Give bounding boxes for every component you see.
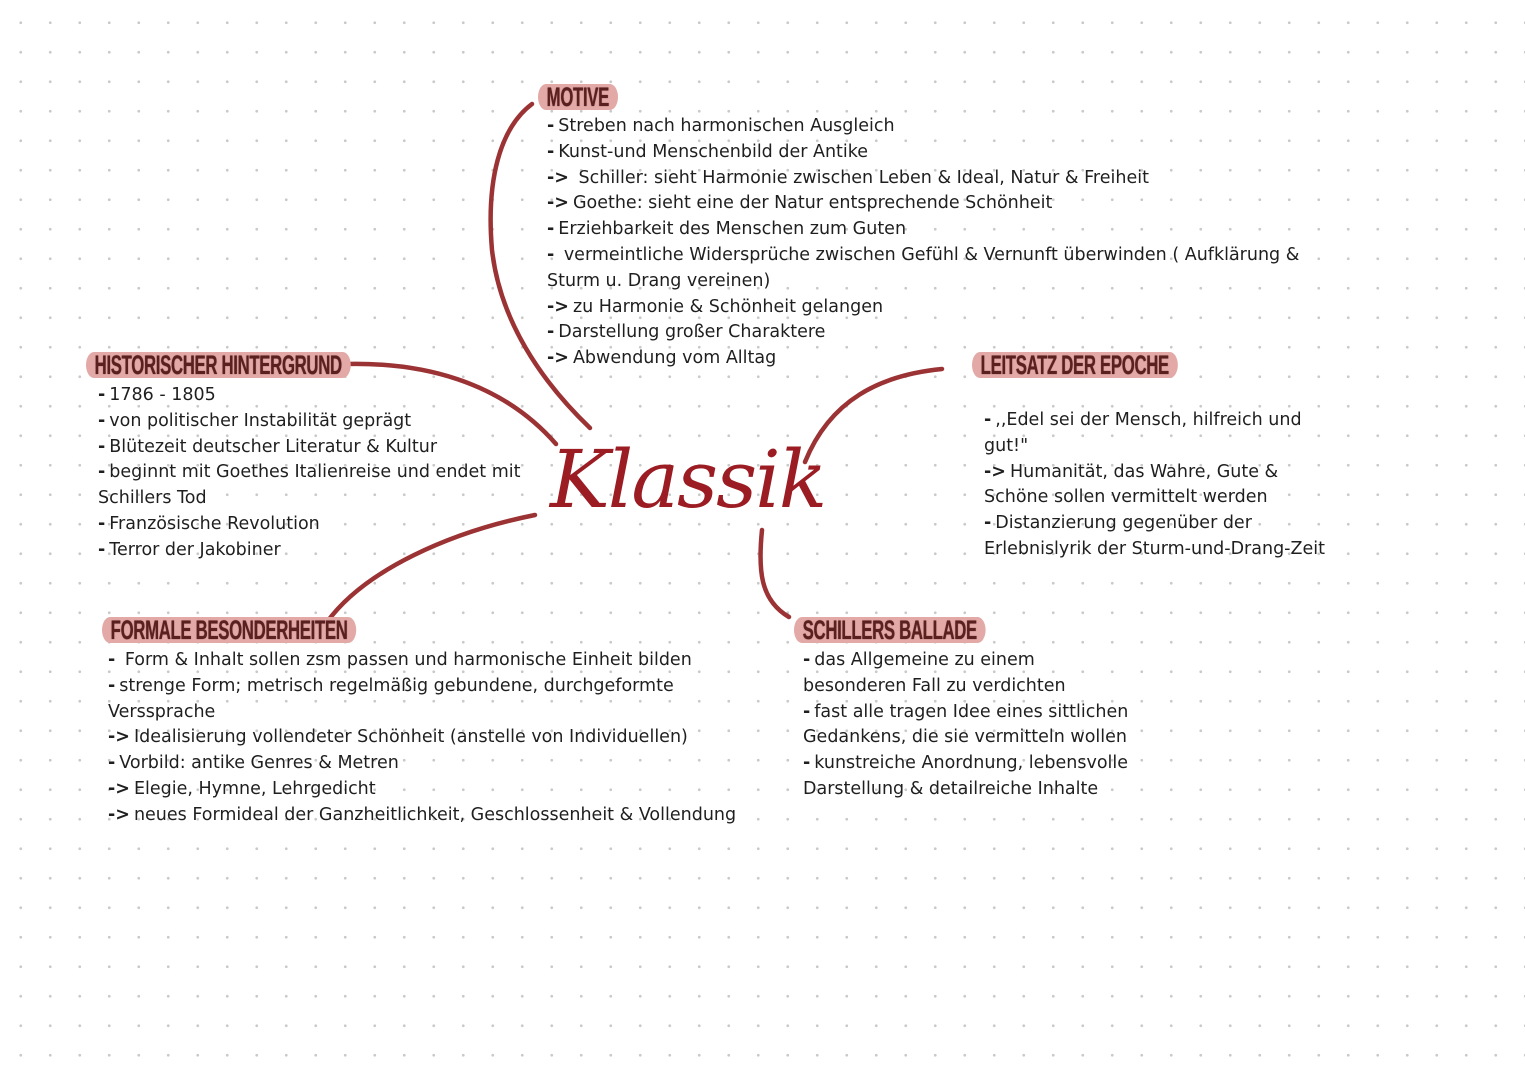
list-item-text: von politischer Instabilität geprägt	[109, 410, 412, 431]
list-item-text: Schillers Tod	[98, 488, 207, 509]
list-item	[98, 409, 520, 435]
bullet-marker: -	[984, 410, 992, 430]
list-item-text: Schöne sollen vermittelt werden	[984, 487, 1268, 508]
list-item	[547, 217, 1299, 243]
list-item-text: Abwendung vom Alltag	[572, 348, 777, 369]
bullet-marker: -	[547, 116, 555, 136]
list-item	[803, 674, 1128, 700]
list-item-text: fast alle tragen Idee eines sittlichen	[814, 701, 1129, 722]
list-item-text: Darstellung großer Charaktere	[558, 322, 826, 343]
list-item-text: Erziehbarkeit des Menschen zum Guten	[558, 219, 907, 240]
bullet-marker: -	[547, 244, 555, 265]
bullet-marker: -	[803, 701, 811, 722]
list-item	[108, 648, 736, 674]
list-item-text: Erlebnislyrik der Sturm-und-Drang-Zeit	[984, 538, 1325, 559]
list-item	[547, 320, 1299, 346]
bullet-marker: -	[108, 675, 116, 696]
arrow-marker: ->	[547, 193, 569, 214]
list-item-text: Kunst-und Menschenbild der Antike	[558, 141, 869, 162]
bullet-marker: -	[547, 141, 555, 162]
list-item	[108, 700, 736, 726]
list-item	[803, 777, 1128, 803]
list-item	[108, 725, 736, 751]
list-item	[984, 537, 1325, 563]
list-item	[98, 383, 520, 409]
motive-list	[547, 114, 1299, 372]
list-item-text: 1786 - 1805	[109, 385, 216, 405]
bullet-marker: -	[98, 410, 106, 431]
list-item	[984, 460, 1325, 486]
formale-list	[108, 648, 736, 829]
heading-motive: MOTIVE	[538, 84, 618, 110]
list-item-text: Idealisierung vollendeter Schönheit (anstelle von Individuellen)	[133, 727, 688, 748]
list-item	[98, 486, 520, 512]
list-item	[108, 751, 736, 777]
list-item	[547, 243, 1299, 269]
list-item	[547, 114, 1299, 140]
list-item	[547, 140, 1299, 166]
branch-leitsatz	[805, 369, 942, 462]
list-item	[108, 777, 736, 803]
bullet-marker: -	[803, 650, 811, 670]
list-item-text: das Allgemeine zu einem	[814, 650, 1035, 670]
list-item	[984, 408, 1325, 434]
list-item	[98, 435, 520, 461]
list-item-text: Sturm u. Drang vereinen)	[547, 270, 771, 291]
bullet-marker: -	[547, 322, 555, 343]
list-item-text: neues Formideal der Ganzheitlichkeit, Geschlossenheit & Vollendung	[133, 804, 737, 825]
list-item-text: Distanzierung gegenüber der	[995, 513, 1252, 534]
list-item-text: Französische Revolution	[109, 513, 320, 534]
list-item-text: gut!"	[984, 435, 1029, 456]
list-item	[803, 725, 1128, 751]
list-item	[98, 512, 520, 538]
list-item-text: Gedankens, die sie vermitteln wollen	[803, 727, 1127, 748]
ballade-list	[803, 648, 1128, 803]
list-item-text: zu Harmonie & Schönheit gelangen	[572, 296, 884, 317]
list-item	[108, 674, 736, 700]
list-item	[984, 511, 1325, 537]
list-item-text: Darstellung & detailreiche Inhalte	[803, 778, 1099, 799]
arrow-marker: ->	[547, 348, 569, 369]
bullet-marker: -	[98, 385, 106, 405]
list-item-text: Verssprache	[108, 701, 216, 722]
bullet-marker: -	[98, 539, 106, 560]
bullet-marker: -	[108, 650, 116, 670]
list-item-text: Streben nach harmonischen Ausgleich	[558, 116, 895, 136]
list-item-text: vermeintliche Widersprüche zwischen Gefühl & Vernunft überwinden ( Aufklärung &	[558, 244, 1300, 265]
list-item	[547, 166, 1299, 192]
leitsatz-list	[984, 408, 1325, 563]
branch-ballade	[760, 530, 789, 617]
list-item-text: Elegie, Hymne, Lehrgedicht	[133, 778, 376, 799]
list-item-text: Form & Inhalt sollen zsm passen und harmonische Einheit bilden	[119, 650, 692, 670]
list-item-text: Blütezeit deutscher Literatur & Kultur	[109, 436, 438, 457]
list-item	[803, 751, 1128, 777]
list-item	[108, 803, 736, 829]
list-item	[803, 648, 1128, 674]
heading-historisch: HISTORISCHER HINTERGRUND	[86, 352, 350, 378]
arrow-marker: ->	[108, 727, 130, 748]
bullet-marker: -	[98, 436, 106, 457]
list-item	[547, 346, 1299, 372]
bullet-marker: -	[803, 753, 811, 774]
list-item-text: ,,Edel sei der Mensch, hilfreich und	[995, 410, 1302, 430]
list-item	[803, 700, 1128, 726]
historisch-list	[98, 383, 520, 564]
bullet-marker: -	[547, 219, 555, 240]
list-item-text: Schiller: sieht Harmonie zwischen Leben & Ideal, Natur & Freiheit	[572, 167, 1149, 188]
heading-leitsatz: LEITSATZ DER EPOCHE	[972, 352, 1178, 378]
list-item-text: Goethe: sieht eine der Natur entsprechende Schönheit	[572, 193, 1053, 214]
list-item-text: Terror der Jakobiner	[109, 539, 281, 560]
list-item	[98, 538, 520, 564]
arrow-marker: ->	[984, 461, 1006, 482]
bullet-marker: -	[98, 513, 106, 534]
list-item	[984, 485, 1325, 511]
list-item-text: Vorbild: antike Genres & Metren	[119, 753, 399, 774]
bullet-marker: -	[984, 513, 992, 534]
arrow-marker: ->	[108, 804, 130, 825]
list-item-text: besonderen Fall zu verdichten	[803, 675, 1066, 696]
list-item	[547, 191, 1299, 217]
heading-ballade: SCHILLERS BALLADE	[794, 617, 986, 643]
bullet-marker: -	[98, 462, 106, 483]
arrow-marker: ->	[547, 167, 569, 188]
arrow-marker: ->	[108, 778, 130, 799]
list-item	[984, 434, 1325, 460]
heading-formale: FORMALE BESONDERHEITEN	[102, 617, 356, 643]
list-item-text: strenge Form; metrisch regelmäßig gebundene, durchgeformte	[119, 675, 674, 696]
list-item-text: beginnt mit Goethes Italienreise und endet mit	[109, 462, 521, 483]
arrow-marker: ->	[547, 296, 569, 317]
list-item	[547, 269, 1299, 295]
list-item	[98, 460, 520, 486]
list-item	[547, 295, 1299, 321]
list-item-text: kunstreiche Anordnung, lebensvolle	[814, 753, 1129, 774]
list-item-text: Humanität, das Wahre, Gute &	[1009, 461, 1279, 482]
bullet-marker: -	[108, 753, 116, 774]
central-title: Klassik	[550, 433, 826, 526]
